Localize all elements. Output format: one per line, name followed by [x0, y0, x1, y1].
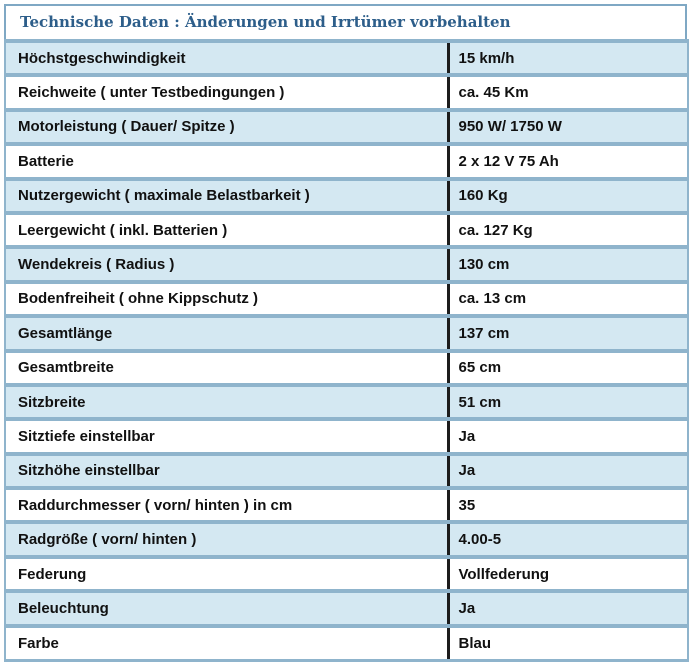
spec-table-body: [5, 41, 688, 660]
table-row: [5, 385, 688, 419]
spec-value: ca. 13 cm: [448, 282, 688, 316]
spec-label: Nutzergewicht ( maximale Belastbarkeit ): [5, 179, 448, 213]
table-row: [5, 557, 688, 591]
spec-value: 15 km/h: [448, 41, 688, 75]
table-row: [5, 144, 688, 178]
table-row: [5, 316, 688, 350]
spec-value: 137 cm: [448, 316, 688, 350]
spec-label: Motorleistung ( Dauer/ Spitze ): [5, 110, 448, 144]
spec-value: Ja: [448, 454, 688, 488]
spec-value: 65 cm: [448, 351, 688, 385]
spec-table: [4, 39, 689, 662]
spec-label: Bodenfreiheit ( ohne Kippschutz ): [5, 282, 448, 316]
table-row: [5, 454, 688, 488]
spec-label: Batterie: [5, 144, 448, 178]
table-row: [5, 110, 688, 144]
spec-value: 2 x 12 V 75 Ah: [448, 144, 688, 178]
table-row: [5, 213, 688, 247]
spec-value: ca. 45 Km: [448, 75, 688, 109]
spec-label: Sitzbreite: [5, 385, 448, 419]
spec-label: Farbe: [5, 626, 448, 660]
spec-label: Gesamtbreite: [5, 351, 448, 385]
table-row: [5, 179, 688, 213]
table-row: [5, 41, 688, 75]
spec-value: 160 Kg: [448, 179, 688, 213]
spec-value: ca. 127 Kg: [448, 213, 688, 247]
table-row: [5, 591, 688, 625]
spec-value: 130 cm: [448, 247, 688, 281]
spec-value: Ja: [448, 591, 688, 625]
table-row: [5, 488, 688, 522]
spec-label: Raddurchmesser ( vorn/ hinten ) in cm: [5, 488, 448, 522]
spec-value: 51 cm: [448, 385, 688, 419]
spec-value: Vollfederung: [448, 557, 688, 591]
table-row: [5, 626, 688, 660]
spec-value: Ja: [448, 419, 688, 453]
table-row: [5, 351, 688, 385]
spec-label: Wendekreis ( Radius ): [5, 247, 448, 281]
spec-value: Blau: [448, 626, 688, 660]
spec-value: 950 W/ 1750 W: [448, 110, 688, 144]
spec-value: 4.00-5: [448, 522, 688, 556]
title-row: [4, 4, 687, 39]
table-row: [5, 522, 688, 556]
table-row: [5, 75, 688, 109]
table-title: Technische Daten : Änderungen und Irrtümer vorbehalten: [20, 13, 511, 31]
table-row: [5, 419, 688, 453]
spec-label: Sitzhöhe einstellbar: [5, 454, 448, 488]
spec-label: Reichweite ( unter Testbedingungen ): [5, 75, 448, 109]
spec-label: Leergewicht ( inkl. Batterien ): [5, 213, 448, 247]
spec-sheet: [4, 4, 687, 659]
spec-value: 35: [448, 488, 688, 522]
spec-label: Radgröße ( vorn/ hinten ): [5, 522, 448, 556]
spec-label: Beleuchtung: [5, 591, 448, 625]
spec-label: Sitztiefe einstellbar: [5, 419, 448, 453]
spec-label: Gesamtlänge: [5, 316, 448, 350]
table-row: [5, 282, 688, 316]
table-row: [5, 247, 688, 281]
spec-label: Höchstgeschwindigkeit: [5, 41, 448, 75]
spec-label: Federung: [5, 557, 448, 591]
